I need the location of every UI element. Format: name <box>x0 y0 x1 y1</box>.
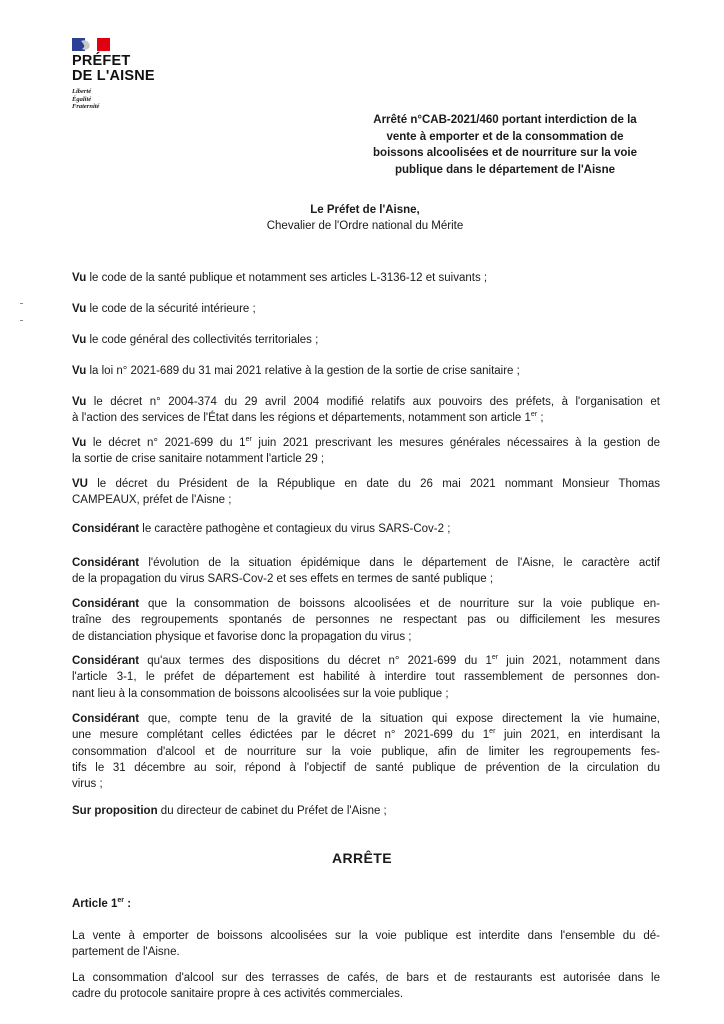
paragraph-lead: Vu <box>72 303 87 315</box>
paragraph-line: Considérant que, compte tenu de la gravité de la situation qui expose directement la vie humaine, <box>72 713 660 725</box>
marianne-flag-icon <box>72 38 110 51</box>
paragraph-lead: Vu <box>72 272 87 284</box>
paragraph-lead: Sur proposition <box>72 805 158 817</box>
logo-line: DE L'AISNE <box>72 68 155 84</box>
paragraph-lead: Vu <box>72 396 87 408</box>
scan-mark <box>20 320 23 321</box>
paragraph-lead: VU <box>72 478 88 490</box>
paragraph <box>72 803 660 819</box>
paragraph-line: cadre du protocole sanitaire propre à ces activités commerciales. <box>72 988 404 1001</box>
paragraph <box>72 476 660 509</box>
paragraph-line: La consommation d'alcool sur des terrasses de cafés, de bars et de restaurants est autorisée dans le <box>72 972 660 984</box>
paragraph-line: Vu la loi n° 2021-689 du 31 mai 2021 relative à la gestion de la sortie de crise sanitaire ; <box>72 365 520 377</box>
issuer-block <box>200 202 530 234</box>
paragraph-line: tifs le 31 décembre au soir, répond à l'objectif de santé publique de prévention de la circulation du <box>72 761 660 774</box>
paragraph-line: l'article 3-1, le préfet de département est habilité à interdire tout rassemblement de personnes don- <box>72 671 660 684</box>
issuer-name: Le Préfet de l'Aisne, <box>310 204 420 216</box>
paragraph-line: Sur proposition du directeur de cabinet du Préfet de l'Aisne ; <box>72 805 387 817</box>
scan-mark <box>20 303 23 304</box>
paragraph-line: consommation d'alcool et de nourriture sur la voie publique, afin de limiter les regroupements fes- <box>72 745 660 758</box>
motto-line: Fraternité <box>72 103 100 110</box>
paragraph-line: CAMPEAUX, préfet de l'Aisne ; <box>72 494 232 507</box>
paragraph-line: traîne des regroupements spontanés de personnes ne respectant pas ou difficilement les mesures <box>72 614 660 627</box>
paragraph <box>72 653 660 702</box>
prefecture-logo-text <box>72 54 155 84</box>
paragraph-line: une mesure complétant celles édictées par le décret n° 2021-699 du 1er juin 2021, en interdisant la <box>72 728 660 742</box>
paragraph-line: nant lieu à la consommation de boissons alcoolisées sur la voie publique ; <box>72 687 449 700</box>
paragraph-line: de la propagation du virus SARS-Cov-2 et ses effets en termes de santé publique ; <box>72 573 494 586</box>
motto-line: Égalité <box>72 95 92 103</box>
paragraph <box>72 301 660 317</box>
decision-heading: ARRÊTE <box>332 850 392 866</box>
motto-line: Liberté <box>72 88 92 95</box>
paragraph-lead: Considérant <box>72 598 140 610</box>
paragraph <box>72 435 660 468</box>
paragraph-line: Considérant qu'aux termes des dispositions du décret n° 2021-699 du 1er juin 2021, notamment dans <box>72 654 660 667</box>
decree-title <box>346 112 664 178</box>
paragraph-line: Considérant le caractère pathogène et contagieux du virus SARS-Cov-2 ; <box>72 523 451 535</box>
paragraph <box>72 596 660 645</box>
paragraph-lead: Considérant <box>72 557 140 569</box>
paragraph-line: Considérant l'évolution de la situation épidémique dans le département de l'Aisne, le caractère actif <box>72 557 660 569</box>
title-line: publique dans le département de l'Aisne <box>395 163 615 176</box>
paragraph-line: Considérant que la consommation de boissons alcoolisées et de nourriture sur la voie publique en- <box>72 598 660 610</box>
paragraph-line: La vente à emporter de boissons alcoolisées sur la voie publique est interdite dans l'ensemble du dé- <box>72 930 660 942</box>
paragraph-line: Vu le code de la sécurité intérieure ; <box>72 303 256 315</box>
title-line: boissons alcoolisées et de nourriture sur la voie <box>373 147 637 159</box>
article-heading: Article 1er : <box>72 897 132 910</box>
paragraph-line: Vu le décret n° 2021-699 du 1er juin 2021 prescrivant les mesures générales nécessaires à la gestion de <box>72 436 660 449</box>
paragraph <box>72 711 660 792</box>
paragraph-line: Vu le code général des collectivités territoriales ; <box>72 334 319 346</box>
paragraph <box>72 332 660 348</box>
paragraph-lead: Vu <box>72 365 87 377</box>
paragraph <box>72 270 660 286</box>
paragraph-line: partement de l'Aisne. <box>72 946 180 959</box>
paragraph <box>72 555 660 588</box>
paragraph-lead: Vu <box>72 437 87 449</box>
paragraph <box>72 521 660 537</box>
paragraph <box>72 970 660 1003</box>
title-line: vente à emporter et de la consommation de <box>386 130 624 143</box>
paragraph-line: Vu le décret n° 2004-374 du 29 avril 2004 modifié relatifs aux pouvoirs des préfets, à l'organisation et <box>72 396 660 408</box>
paragraph-line: virus ; <box>72 778 103 791</box>
logo-line: PRÉFET <box>72 53 131 69</box>
paragraph <box>72 394 660 427</box>
paragraph-line: Vu le code de la santé publique et notamment ses articles L-3136-12 et suivants ; <box>72 272 488 284</box>
republic-motto <box>72 88 99 111</box>
title-line: Arrêté n°CAB-2021/460 portant interdiction de la <box>373 114 637 126</box>
paragraph <box>72 363 660 379</box>
paragraph-line: à l'action des services de l'État dans les régions et départements, notamment son article 1er ; <box>72 411 544 425</box>
paragraph-line: de distanciation physique et favorise donc la propagation du virus ; <box>72 630 412 643</box>
paragraph-lead: Vu <box>72 334 87 346</box>
paragraph-lead: Considérant <box>72 523 140 535</box>
paragraph-lead: Considérant <box>72 713 140 725</box>
issuer-distinction: Chevalier de l'Ordre national du Mérite <box>266 220 464 232</box>
paragraph-line: la sortie de crise sanitaire notamment l'article 29 ; <box>72 453 325 466</box>
paragraph-line: VU le décret du Président de la République en date du 26 mai 2021 nommant Monsieur Thomas <box>72 478 660 490</box>
paragraph-lead: Considérant <box>72 655 140 667</box>
paragraph <box>72 928 660 961</box>
